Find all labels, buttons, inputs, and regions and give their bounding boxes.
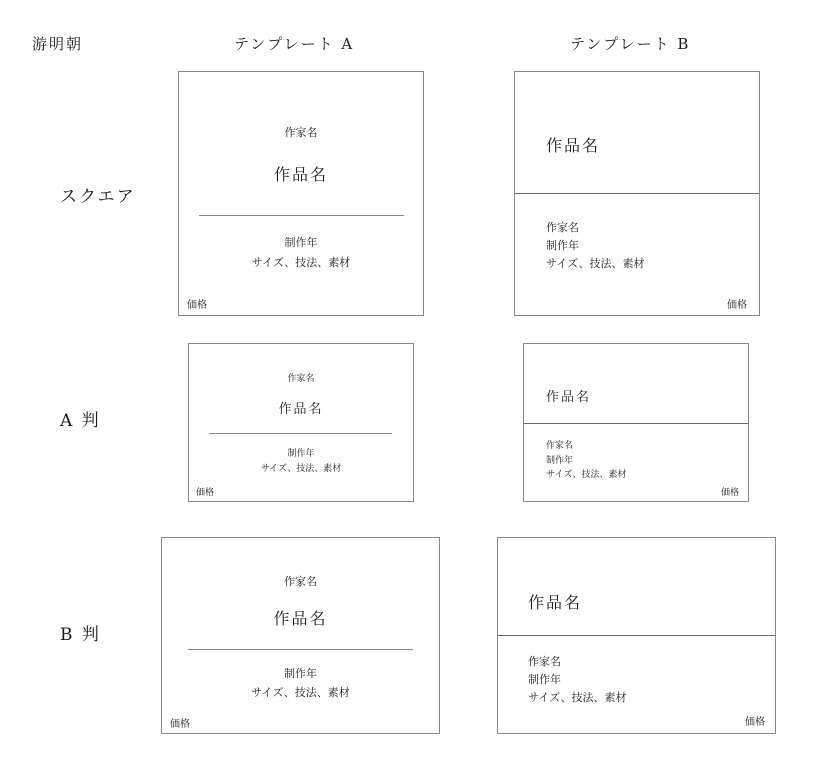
production-year: 制作年 [528,673,561,686]
price-label: 価格 [196,488,215,498]
work-details: サイズ、技法、素材 [546,257,645,270]
row-label-square: スクエア [60,187,136,207]
artist-name: 作家名 [287,374,315,384]
work-title: 作品名 [546,390,592,405]
card-b-size-template-b [497,537,776,734]
work-details: サイズ、技法、素材 [251,686,350,699]
artist-name: 作家名 [284,575,317,588]
template-a-header: テンプレート A [234,35,355,53]
work-title: 作品名 [278,402,324,417]
artist-name: 作家名 [546,221,579,234]
font-label: 游明朝 [32,35,84,53]
section-divider [524,423,748,424]
artist-name: 作家名 [546,441,574,451]
work-details: サイズ、技法、素材 [260,464,342,474]
section-divider [498,635,775,636]
card-square-template-a [178,71,424,316]
production-year: 制作年 [287,449,315,459]
work-details: サイズ、技法、素材 [251,256,351,269]
work-title: 作品名 [273,609,328,628]
production-year: 制作年 [284,667,317,680]
work-title: 作品名 [528,593,583,612]
card-a-size-template-a [188,343,414,502]
production-year: 制作年 [546,239,579,252]
section-divider [515,193,759,194]
price-label: 価格 [727,300,747,311]
price-label: 価格 [170,719,190,730]
divider-line [199,215,404,216]
row-label-a-size: A 判 [60,411,101,431]
divider-line [209,433,392,434]
price-label: 価格 [720,488,739,498]
artist-name: 作家名 [528,655,561,668]
divider-line [188,649,413,650]
price-label: 価格 [745,717,765,728]
price-label: 価格 [187,300,207,311]
card-a-size-template-b [523,343,749,502]
work-title: 作品名 [273,165,328,184]
production-year: 制作年 [546,456,574,466]
row-label-b-size: B 判 [60,625,101,645]
card-b-size-template-a [161,537,440,734]
template-b-header: テンプレート B [570,35,691,53]
artist-name: 作家名 [284,126,318,139]
card-square-template-b [514,71,760,316]
work-title: 作品名 [546,136,601,155]
production-year: 制作年 [284,236,318,249]
work-details: サイズ、技法、素材 [528,691,627,704]
work-details: サイズ、技法、素材 [546,470,627,480]
